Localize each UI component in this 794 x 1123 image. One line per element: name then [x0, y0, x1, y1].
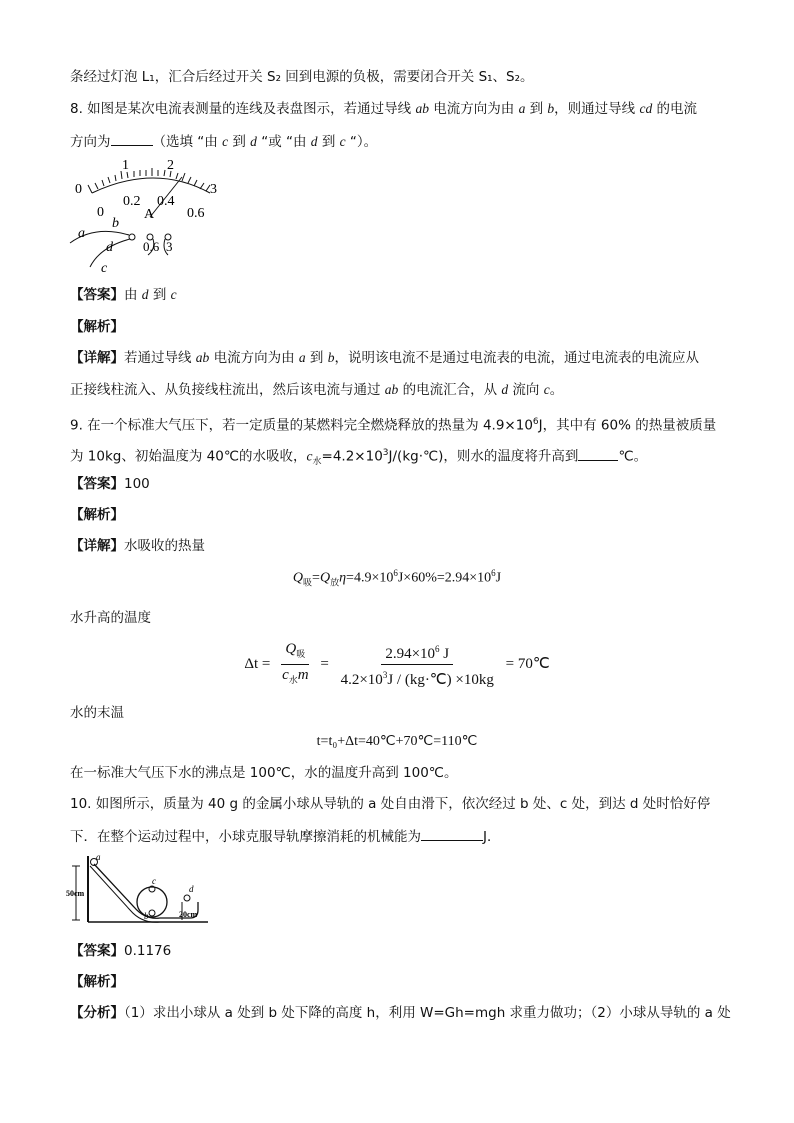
var: b: [327, 350, 335, 365]
subscript: 吸: [296, 649, 306, 659]
q10-analysis-label: 【解析】: [70, 974, 124, 990]
var: Q: [292, 570, 304, 586]
bottom-scale-0.6: 0.6: [187, 206, 205, 221]
track-figure: [66, 852, 210, 928]
text: 到: [317, 134, 340, 150]
text: 为 10kg、初始温度为 40℃的水吸收，: [70, 448, 307, 465]
var: c: [170, 287, 177, 302]
fraction-1: [278, 640, 313, 689]
text: ，则通过导线: [554, 101, 640, 117]
scale-arc: [92, 178, 210, 193]
subscript: 水: [312, 457, 322, 468]
bottom-scale-0.4: 0.4: [157, 194, 175, 209]
text: J，其中有 60% 的热量被质量: [538, 417, 717, 434]
text: 的电流: [652, 101, 697, 117]
q9-equation-2: [0, 640, 794, 689]
wire-label-b: b: [112, 216, 119, 231]
text: J / (kg·℃) ×10kg: [387, 672, 494, 688]
text: 方向为: [70, 134, 111, 150]
text: = 70℃: [505, 655, 550, 672]
bottom-scale-0.2: 0.2: [123, 194, 141, 209]
text: 4.2×10: [340, 672, 383, 688]
q7-tail-text: 条经过灯泡 L₁，汇合后经过开关 S₂ 回到电源的负极，需要闭合开关 S₁、S₂。: [70, 69, 534, 85]
text: J×60%=2.94×10: [397, 570, 492, 586]
text: 下．在整个运动过程中，小球克服导轨摩擦消耗的机械能为: [70, 829, 421, 845]
var: d: [250, 134, 257, 149]
q9-stem-line1: [70, 412, 716, 436]
var: ab: [415, 101, 429, 116]
text: =: [320, 655, 329, 672]
text: ，说明该电流不是通过电流表的电流，通过电流表的电流应从: [334, 350, 699, 366]
var: c: [222, 134, 229, 149]
answer-blank[interactable]: [578, 446, 618, 461]
height-label: 50cm: [66, 889, 85, 898]
q8-detail-line2: [70, 380, 563, 400]
var: a: [518, 101, 526, 116]
var: a: [298, 350, 306, 365]
q10-stem-line2: [70, 826, 500, 847]
scale-ticks: [88, 168, 210, 193]
wire-label-d: d: [106, 240, 113, 255]
text: 8. 如图是某次电流表测量的连线及表盘图示，若通过导线: [70, 101, 416, 117]
var: c: [543, 382, 550, 397]
bottom-scale-0: 0: [97, 205, 104, 220]
answer-label: 【答案】: [70, 943, 124, 959]
var: ab: [384, 382, 399, 397]
terminal-label-3: 3: [166, 239, 173, 254]
answer-value: 0.1176: [124, 943, 172, 959]
text: 电流方向为由: [209, 350, 299, 366]
subscript: 吸: [303, 577, 313, 588]
fraction-2: [337, 640, 498, 689]
var: Q: [319, 570, 331, 586]
var: c: [306, 448, 313, 464]
ammeter-figure: [70, 155, 230, 275]
text: 。: [549, 382, 564, 398]
ball-d: [184, 895, 190, 901]
text: 电流方向为由: [428, 101, 519, 117]
var: b: [547, 101, 555, 116]
var: cd: [639, 101, 653, 116]
q9-answer: [70, 474, 150, 494]
top-scale-2: 2: [167, 158, 174, 173]
q9-analysis-label: 【解析】: [70, 507, 124, 523]
q9-equation-1: [0, 568, 794, 588]
q10-answer: [70, 941, 171, 961]
wire-label-a: a: [78, 226, 85, 241]
answer-label: 【答案】: [70, 287, 124, 303]
q8-detail-line1: [70, 348, 699, 368]
text: 9. 在一个标准大气压下，若一定质量的某燃料完全燃烧释放的热量为 4.9×10: [70, 417, 533, 434]
q8-stem-line1: [70, 99, 697, 119]
text: =4.2×10: [321, 448, 383, 465]
var: m: [297, 667, 309, 683]
answer-label: 【答案】: [70, 476, 124, 492]
top-scale-0: 0: [75, 182, 82, 197]
text: “或 “由: [256, 134, 311, 150]
var: ab: [195, 350, 210, 365]
q8-stem-line2: [70, 131, 377, 152]
exponent: 6: [393, 568, 398, 578]
q10-stem-line1: 10. 如图所示，质量为 40 g 的金属小球从导轨的 a 处自由滑下，依次经过 b 处、c 处，到达 d 处时恰好停: [70, 796, 711, 812]
text: J．: [483, 829, 501, 845]
text: 到: [228, 134, 251, 150]
subscript: 放: [330, 577, 340, 588]
var: c: [339, 134, 346, 149]
detail-label: 【详解】: [70, 538, 124, 554]
d-height-label: 20cm: [179, 910, 198, 919]
text: （1）求出小球从 a 处到 b 处下降的高度 h，利用 W=Gh=mgh 求重力做功；（2）小球从导轨的 a 处: [124, 1005, 731, 1021]
text: 水吸收的热量: [124, 538, 205, 554]
text: 到: [525, 101, 548, 117]
text: 由: [124, 287, 142, 303]
q8-analysis-label: 【解析】: [70, 319, 124, 335]
text: 到: [305, 350, 328, 366]
exponent: 6: [435, 644, 440, 654]
q9-stem-line2: [70, 443, 647, 472]
text: 流向: [508, 382, 544, 398]
answer-blank[interactable]: [111, 131, 153, 146]
label-b: b: [144, 911, 149, 921]
var: c: [282, 667, 289, 683]
wire-label-c: c: [101, 261, 108, 276]
top-scale-1: 1: [122, 158, 129, 173]
text: “）。: [345, 134, 378, 150]
q9-rise-label: 水升高的温度: [70, 610, 151, 626]
var: d: [310, 134, 318, 149]
text: J: [495, 570, 502, 586]
analyze-label: 【分析】: [70, 1005, 124, 1021]
q9-conclusion: 在一标准大气压下水的沸点是 100℃，水的温度升高到 100℃。: [70, 765, 458, 781]
top-scale-3: 3: [210, 182, 217, 197]
answer-blank[interactable]: [421, 826, 483, 841]
detail-label: 【详解】: [70, 350, 124, 366]
subscript: 水: [288, 675, 298, 685]
q9-equation-3: t=t₀+Δt=40℃+70℃=110℃: [316, 734, 478, 749]
exponent: 3: [382, 670, 388, 680]
exponent: 3: [382, 448, 389, 458]
text: =4.9×10: [346, 570, 394, 586]
ball-b: [149, 910, 155, 916]
var: d: [501, 382, 509, 397]
label-a: a: [96, 852, 101, 862]
var: d: [141, 287, 149, 302]
var: Q: [285, 641, 297, 657]
text: 到: [148, 287, 171, 303]
var: η: [339, 570, 347, 586]
q9-final-label: 水的末温: [70, 705, 124, 721]
exponent: 6: [491, 568, 496, 578]
text: J/(kg·℃)，则水的温度将升高到: [388, 448, 579, 465]
label-c: c: [152, 876, 156, 886]
answer-value: 100: [124, 476, 150, 492]
q8-answer: [70, 285, 177, 305]
text: ℃。: [618, 448, 648, 465]
meter-letter: A: [144, 207, 155, 222]
text: 的电流汇合，从: [398, 382, 502, 398]
text: （选填 “由: [152, 134, 223, 150]
terminal-label-0.6: 0.6: [143, 239, 160, 254]
text: =: [312, 570, 320, 586]
q10-analyze: [70, 1003, 731, 1023]
q9-detail: [70, 536, 205, 556]
text: 正接线柱流入、从负接线柱流出，然后该电流与通过: [70, 382, 385, 398]
text: 2.94×10: [385, 646, 436, 662]
exponent: 6: [532, 417, 539, 427]
text: Δt =: [244, 655, 271, 672]
text: J: [439, 646, 450, 662]
text: 若通过导线: [124, 350, 196, 366]
label-d: d: [189, 884, 194, 894]
